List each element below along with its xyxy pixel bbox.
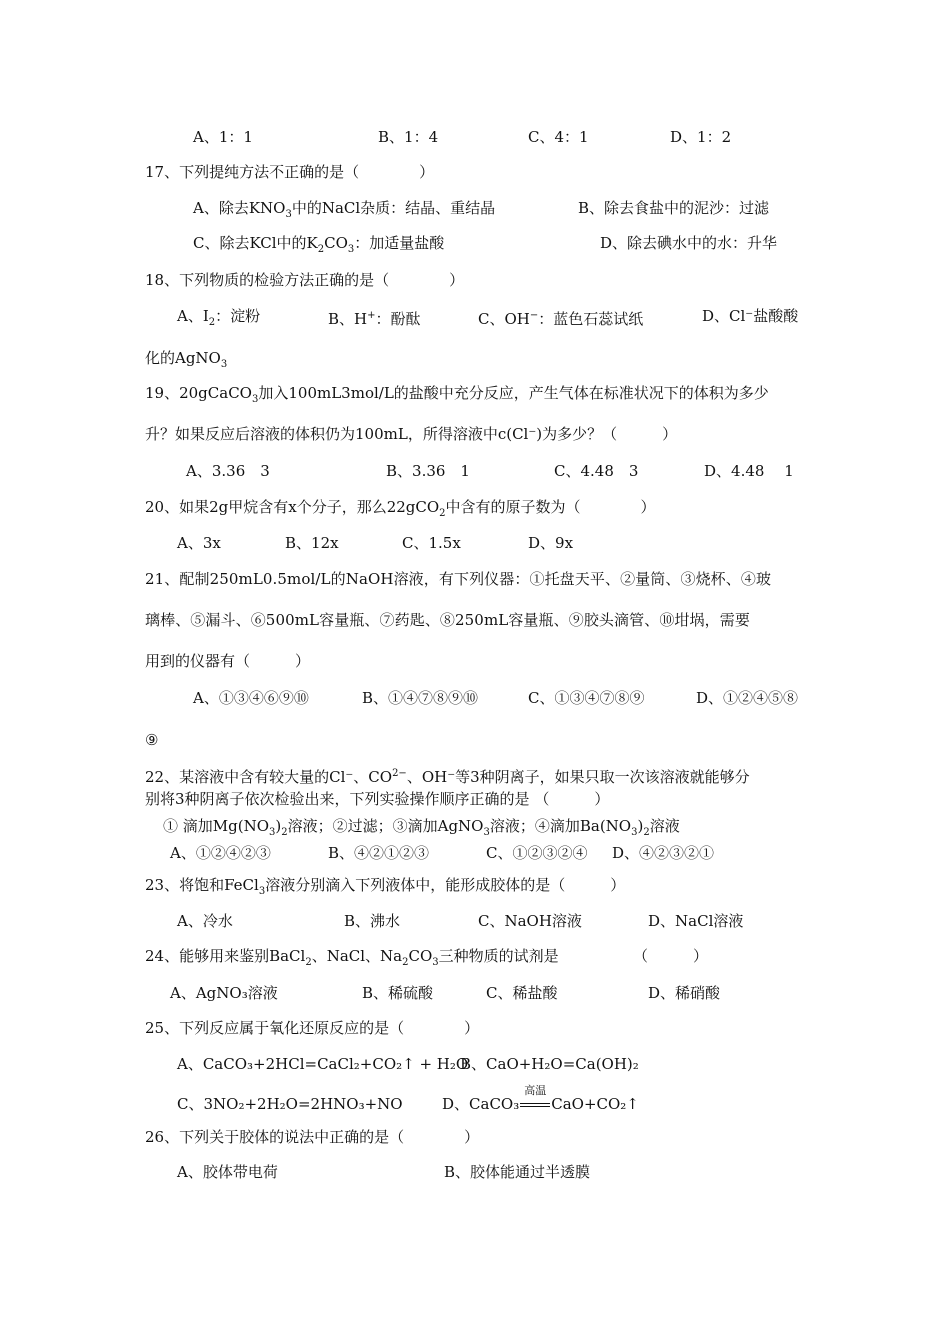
q24-stem: 24、能够用来鉴别BaCl$_2$、NaCl、$Na_2CO_3$三种物质的试剂是 <box>145 947 559 968</box>
q26-option-a: A、胶体带电荷 <box>177 1163 278 1181</box>
q22-stem-line1: 22、某溶液中含有较大量的Cl⁻、$CO^{2-}$、OH⁻等3种阴离子，如果只取一次该溶液就能够分 <box>145 768 750 786</box>
q24-option-b: B、稀硫酸 <box>362 984 434 1002</box>
q25-stem: 25、下列反应属于氧化还原反应的是（ ） <box>145 1019 480 1037</box>
q20-option-d: D、9x <box>528 534 574 552</box>
q20-option-b: B、12x <box>285 534 339 552</box>
q23-option-b: B、沸水 <box>344 912 401 930</box>
q25-option-a: A、CaCO₃+2HCl=CaCl₂+CO₂↑ + H₂O <box>177 1055 469 1073</box>
q26-stem: 26、下列关于胶体的说法中正确的是（ ） <box>145 1128 480 1146</box>
q21-stem-line2: 璃棒、⑤漏斗、⑥500mL容量瓶、⑦药匙、⑧250mL容量瓶、⑨胶头滴管、⑩坩埚，需要 <box>145 611 750 629</box>
q23-option-c: C、NaOH溶液 <box>478 912 582 930</box>
q22-option-b: B、④②①②③ <box>328 844 430 862</box>
q22-steps: ① 滴加$Mg(NO_3)_2$溶液；②过滤；③滴加AgNO$_3$溶液；④滴加$Ba(NO_3)_2$溶液 <box>163 817 680 838</box>
q19-option-a: A、3.36 3 <box>186 462 270 480</box>
reaction-condition-arrow: 高温 <box>519 1094 551 1114</box>
q21-stem-line3: 用到的仪器有（ ） <box>145 652 311 670</box>
q18-option-b: B、H+：酚酞 <box>328 310 421 328</box>
q19-stem-line1: 19、20gCaCO$_3$加入100mL3mol/L的盐酸中充分反应，产生气体在标准状况下的体积为多少 <box>145 384 769 405</box>
q19-option-b: B、3.36 1 <box>386 462 470 480</box>
q21-stem-line1: 21、配制250mL0.5mol/L的NaOH溶液，有下列仪器：①托盘天平、②量筒、③烧杯、④玻 <box>145 570 772 588</box>
q18-option-d: D、Cl⁻盐酸酸 <box>702 307 799 325</box>
q16-option-b: B、1：4 <box>378 128 439 146</box>
q21-option-a: A、①③④⑥⑨⑩ <box>193 689 309 707</box>
q17-stem: 17、下列提纯方法不正确的是（ ） <box>145 163 435 181</box>
q23-option-d: D、NaCl溶液 <box>648 912 744 930</box>
q25-option-c: C、3NO₂+2H₂O=2HNO₃+NO <box>177 1095 403 1113</box>
q18-option-a: A、$I_2$：淀粉 <box>177 307 261 328</box>
q19-option-d: D、4.48 1 <box>704 462 794 480</box>
q24-answer-paren: （ ） <box>633 947 709 965</box>
q20-option-a: A、3x <box>177 534 221 552</box>
q24-option-a: A、AgNO₃溶液 <box>170 984 278 1002</box>
q19-option-c: C、4.48 3 <box>554 462 639 480</box>
q26-option-b: B、胶体能通过半透膜 <box>444 1163 591 1181</box>
q17-option-d: D、除去碘水中的水：升华 <box>600 234 778 252</box>
q22-option-c: C、①②③②④ <box>486 844 588 862</box>
q22-stem-line2: 别将3种阴离子依次检验出来，下列实验操作顺序正确的是 （ ） <box>145 790 610 808</box>
q16-option-d: D、1：2 <box>670 128 732 146</box>
q25-option-d: D、CaCO₃ 高温 CaO+CO₂↑ <box>442 1084 639 1113</box>
q18-option-d-continued: 化的AgNO$_3$ <box>145 349 228 370</box>
q21-option-b: B、①④⑦⑧⑨⑩ <box>362 689 479 707</box>
q24-option-d: D、稀硝酸 <box>648 984 721 1002</box>
q16-option-a: A、1：1 <box>193 128 253 146</box>
q17-option-b: B、除去食盐中的泥沙：过滤 <box>578 199 770 217</box>
q23-option-a: A、冷水 <box>177 912 233 930</box>
q18-stem: 18、下列物质的检验方法正确的是（ ） <box>145 271 465 289</box>
q20-option-c: C、1.5x <box>402 534 461 552</box>
q20-stem: 20、如果2g甲烷含有x个分子，那么22gCO$_2$中含有的原子数为（ ） <box>145 498 656 519</box>
q17-option-c: C、除去KCl中的$K_2CO_3$：加适量盐酸 <box>193 234 445 255</box>
q19-stem-line2: 升？如果反应后溶液的体积仍为100mL，所得溶液中c(Cl⁻)为多少？（ ） <box>145 425 678 443</box>
q21-option-d-continued: ⑨ <box>145 731 159 749</box>
q22-option-a: A、①②④②③ <box>170 844 271 862</box>
q18-option-c: C、OH−：蓝色石蕊试纸 <box>478 310 644 328</box>
q17-option-a: A、除去$KNO_3$中的NaCl杂质：结晶、重结晶 <box>193 199 496 220</box>
q21-option-c: C、①③④⑦⑧⑨ <box>528 689 645 707</box>
q25-option-b: B、CaO+H₂O=Ca(OH)₂ <box>460 1055 639 1073</box>
q24-option-c: C、稀盐酸 <box>486 984 558 1002</box>
q21-option-d: D、①②④⑤⑧ <box>696 689 799 707</box>
q22-option-d: D、④②③②① <box>612 844 715 862</box>
q16-option-c: C、4：1 <box>528 128 589 146</box>
q23-stem: 23、将饱和FeCl$_3$溶液分别滴入下列液体中，能形成胶体的是（ ） <box>145 876 626 897</box>
